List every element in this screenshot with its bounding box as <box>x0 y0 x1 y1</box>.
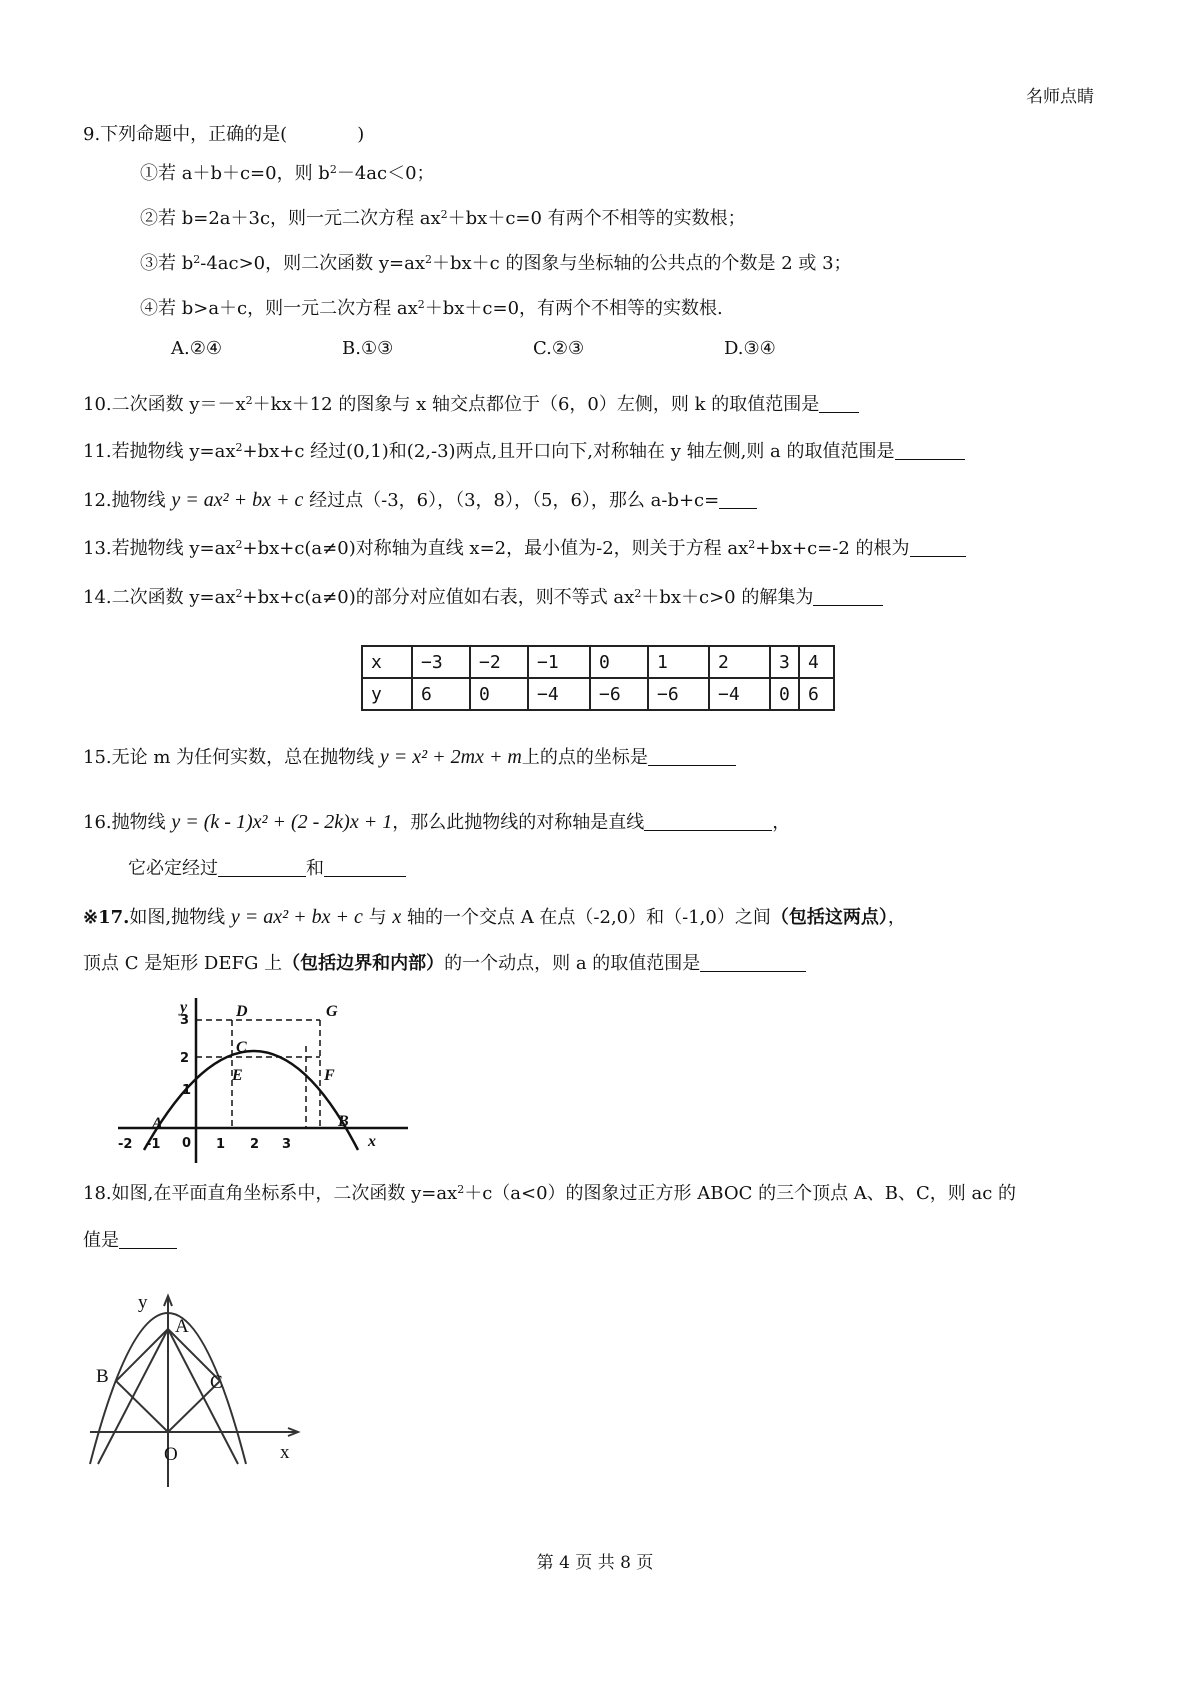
tick-x-neg2: -2 <box>118 1137 133 1152</box>
label-y: y <box>180 999 188 1016</box>
table-cell: −6 <box>590 678 648 710</box>
parabola <box>144 1051 358 1150</box>
label-a: A <box>175 1316 189 1337</box>
label-y: y <box>138 1292 148 1313</box>
table-cell: 2 <box>709 646 770 678</box>
table-cell: −6 <box>648 678 709 710</box>
label-c: C <box>236 1039 247 1056</box>
answer-blank[interactable] <box>700 953 806 972</box>
table-cell: −3 <box>412 646 470 678</box>
formula: y = x² + 2mx + m <box>379 746 522 768</box>
question-18-line-2: 值是 <box>83 1229 177 1253</box>
table-cell: 6 <box>799 678 834 710</box>
option-a[interactable]: A.②④ <box>171 338 222 359</box>
label-d: D <box>236 1003 248 1020</box>
question-13: 13.若抛物线 $y=ax^2+bx+c(a\ne 0)$对称轴为直线 x=2，最小值为-2，则关于方程 $ax^2+bx+c=-2$ 的根为 <box>83 537 966 561</box>
answer-blank[interactable] <box>218 858 306 877</box>
question-17: ※17.如图,抛物线 y = ax² + bx + c 与 x 轴的一个交点 A 在点（-2,0）和（-1,0）之间（包括这两点）， <box>83 906 906 928</box>
page-header: 名师点睛 <box>1026 87 1094 107</box>
label-x: x <box>368 1133 376 1150</box>
label-a: A <box>152 1115 163 1132</box>
table-cell: −2 <box>470 646 528 678</box>
formula: y = (k - 1)x² + (2 - 2k)x + 1 <box>171 811 393 833</box>
question-9-stem: 9.下列命题中，正确的是( ) <box>83 124 365 145</box>
question-18: 18.如图,在平面直角坐标系中，二次函数 $y=ax^2+c(a<0)$的图象过正方形 ABOC 的三个顶点 A、B、C，则 ac 的 <box>83 1183 1017 1204</box>
table-cell: 0 <box>770 678 799 710</box>
figure-18-parabola-square <box>80 1282 320 1492</box>
tick-y-1: 1 <box>182 1083 192 1098</box>
table-cell: 1 <box>648 646 709 678</box>
question-16: 16.抛物线 y = (k - 1)x² + (2 - 2k)x + 1，那么此抛物线的对称轴是直线 ， <box>83 811 791 833</box>
label-g: G <box>326 1003 338 1020</box>
label-e: E <box>232 1067 243 1084</box>
label-b: B <box>338 1113 349 1130</box>
table-cell: 0 <box>590 646 648 678</box>
question-15: 15.无论 m 为任何实数，总在抛物线 y = x² + 2mx + m上的点的坐标是 <box>83 745 736 770</box>
question-14: 14.二次函数 $y=ax^2+bx+c(a\ne 0)$的部分对应值如右表，则不等式 $ax^2+bx+c>0$ 的解集为 <box>83 586 883 610</box>
table-cell: −4 <box>528 678 590 710</box>
table-cell: 0 <box>470 678 528 710</box>
tick-x-1: 1 <box>216 1137 226 1152</box>
question-9-statement-2: ②若 b=2a＋3c，则一元二次方程 $ax^2+bx+c=0$ 有两个不相等的实数根； <box>140 208 746 229</box>
answer-blank[interactable] <box>719 490 757 509</box>
label-b: B <box>96 1366 109 1387</box>
option-d[interactable]: D.③④ <box>724 338 776 359</box>
answer-blank[interactable] <box>819 394 859 413</box>
tick-x-neg1: -1 <box>146 1137 161 1152</box>
formula: y = ax² + bx + c <box>230 906 363 928</box>
table-header-x: x <box>362 646 412 678</box>
answer-blank[interactable] <box>813 587 883 606</box>
tick-y-3: 3 <box>180 1013 190 1028</box>
page-footer: 第 4 页 共 8 页 <box>536 1553 654 1573</box>
answer-blank[interactable] <box>324 858 406 877</box>
label-origin: 0 <box>182 1136 192 1151</box>
formula: y = ax² + bx + c <box>171 489 304 511</box>
table-cell: 3 <box>770 646 799 678</box>
option-c[interactable]: C.②③ <box>533 338 585 359</box>
question-11: 11.若抛物线 $y=ax^2+bx+c$ 经过(0,1)和(2,-3)两点,且开口向下,对称轴在 y 轴左侧,则 a 的取值范围是 <box>83 440 965 464</box>
option-b[interactable]: B.①③ <box>342 338 394 359</box>
label-x: x <box>280 1442 290 1463</box>
table-cell: 4 <box>799 646 834 678</box>
table-cell: −4 <box>709 678 770 710</box>
label-origin: O <box>164 1444 178 1465</box>
answer-blank[interactable] <box>910 538 966 557</box>
question-16-line-2: 它必定经过 和 <box>128 857 406 881</box>
question-12: 12.抛物线 y = ax² + bx + c 经过点（-3，6），（3，8），（5，6），那么 a-b+c= <box>83 488 757 513</box>
question-17-line-2: 顶点 C 是矩形 DEFG 上（包括边界和内部）的一个动点，则 a 的取值范围是 <box>83 952 806 976</box>
question-9-statement-4: ④若 b>a＋c，则一元二次方程 $ax^2+bx+c=0$，有两个不相等的实数根. <box>140 298 723 319</box>
figure-17-parabola-rectangle <box>110 988 420 1168</box>
answer-blank[interactable] <box>119 1230 177 1249</box>
table-row-x <box>362 646 834 678</box>
tick-x-2: 2 <box>250 1137 260 1152</box>
table-cell: −1 <box>528 646 590 678</box>
tick-y-2: 2 <box>180 1051 190 1066</box>
question-9-options <box>171 337 776 361</box>
label-f: F <box>324 1067 335 1084</box>
table-header-y: y <box>362 678 412 710</box>
tick-x-3: 3 <box>282 1137 292 1152</box>
question-9-statement-3: ③若 $b^2-4ac>0$，则二次函数 $y=ax^2+bx+c$ 的图象与坐标轴的公共点的个数是 2 或 3； <box>140 253 852 274</box>
label-c: C <box>210 1372 223 1393</box>
question-9-statement-1: ①若 a＋b＋c=0，则 $b^2-4ac<0$； <box>140 163 435 184</box>
answer-blank[interactable] <box>648 747 736 766</box>
answer-blank[interactable] <box>895 441 965 460</box>
answer-blank[interactable] <box>644 812 772 831</box>
table-row-y <box>362 678 834 710</box>
table-cell: 6 <box>412 678 470 710</box>
value-table <box>361 645 835 711</box>
question-10: 10.二次函数 $y=-x^2+kx+12$ 的图象与 x 轴交点都位于（6，0）左侧，则 k 的取值范围是 <box>83 393 859 417</box>
